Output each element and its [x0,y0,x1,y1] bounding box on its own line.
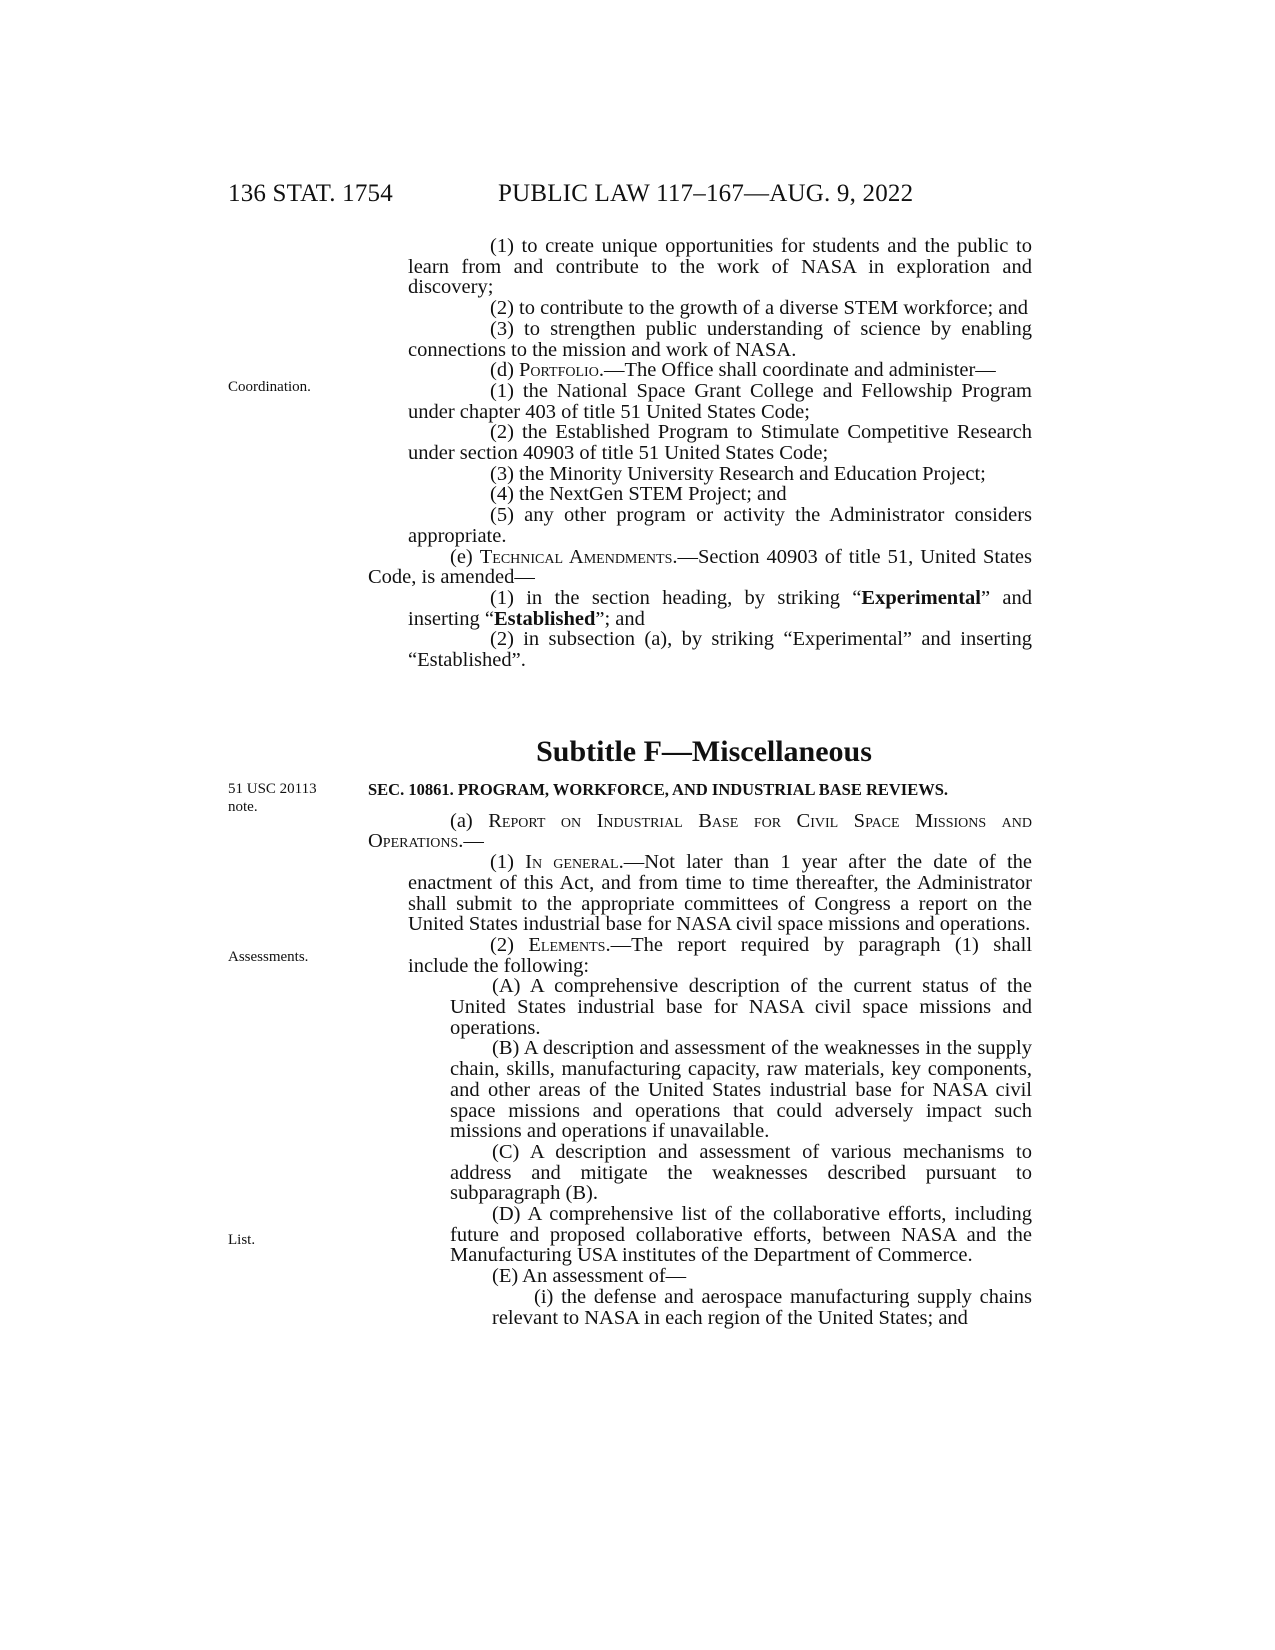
margin-note-usc [228,780,317,816]
clause-e1-part-c: ” and inserting “ [408,586,1032,630]
clause-e1 [408,588,1032,629]
subsection-a-tail: .— [458,830,484,853]
paragraph-a1-label: (1) [490,851,526,874]
clause-e1-bold-experimental: Experimental [861,586,981,609]
subsection-a-heading: Report on Industrial Base for Civil Space Missions and Operations [368,809,1032,853]
subparagraph-A: (A) A comprehensive description of the current status of the United States industrial base for NASA civil space missions and operations. [450,975,1032,1039]
subparagraph-C: (C) A description and assessment of various mechanisms to address and mitigate the weaknesses described pursuant to subparagraph (B). [450,1140,1032,1205]
subparagraph-E: (E) An assessment of— [492,1265,687,1288]
subsection-a [368,811,1032,852]
clause-d2: (2) the Established Program to Stimulate Competitive Research under section 40903 of title 51 United States Code; [408,421,1032,465]
margin-note-coordination: Coordination. [228,379,311,395]
margin-note-assessments: Assessments. [228,949,309,965]
clause-e1-bold-established: Established [493,607,596,630]
paragraph-a1 [408,852,1032,935]
clause-e1-part-e: ”; and [595,607,645,630]
margin-note-usc-line1: 51 USC 20113 [228,781,317,797]
subsection-d-heading: Portfolio [519,359,599,382]
clause-c1: (1) to create unique opportunities for students and the public to learn from and contribute to the work of NASA in exploration and discovery; [408,235,1032,299]
paragraph-a2-heading: Elements [528,933,606,956]
clause-d4: (4) the NextGen STEM Project; and [490,483,787,506]
body-upper [368,236,1032,671]
clause-d3: (3) the Minority University Research and Education Project; [490,462,986,485]
subtitle-heading: Subtitle F—Miscellaneous [536,735,872,768]
subsection-d-text: .—The Office shall coordinate and administer— [598,359,996,382]
clause-d5: (5) any other program or activity the Administrator considers appropriate. [408,504,1032,547]
paragraph-a2-label: (2) [490,933,529,956]
margin-note-usc-line2: note. [228,799,258,815]
page-header-law: PUBLIC LAW 117–167—AUG. 9, 2022 [498,180,914,207]
subsection-e [368,547,1032,588]
subparagraph-D: (D) A comprehensive list of the collaborative efforts, including future and proposed collaborative efforts, between NASA and the Manufacturing USA institutes of the Department of Commerce. [450,1203,1032,1267]
clause-c2: (2) to contribute to the growth of a diverse STEM workforce; and [490,297,1028,320]
clause-e1-part-a: (1) in the section heading, by striking “ [490,586,862,609]
section-heading: SEC. 10861. PROGRAM, WORKFORCE, AND INDUSTRIAL BASE REVIEWS. [368,780,949,799]
subsection-e-heading: Technical Amendments [479,545,673,568]
paragraph-a1-text: .—Not later than 1 year after the date of the enactment of this Act, and from time to time thereafter, the Administrator shall submit to the appropriate committees of Congress a report on the United States industrial base for NASA civil space missions and operations. [408,851,1033,936]
clause-d1: (1) the National Space Grant College and Fellowship Program under chapter 403 of title 51 United States Code; [408,379,1032,423]
subsection-e-label: (e) [450,545,480,568]
subsection-e-text: .—Section 40903 of title 51, United States Code, is amended— [368,545,1032,589]
paragraph-a2 [408,935,1032,976]
page-header-stat: 136 STAT. 1754 [228,180,393,207]
subsection-d [408,360,1032,381]
clause-c3: (3) to strengthen public understanding of science by enabling connections to the mission and work of NASA. [408,317,1032,361]
subsection-d-label: (d) [490,359,520,382]
body-section [368,780,1032,1328]
paragraph-a1-heading: In general [525,851,619,874]
subparagraph-B: (B) A description and assessment of the weaknesses in the supply chain, skills, manufacturing capacity, raw materials, key components, and other areas of the United States industrial base for NASA civil space missions and operations that could adversely impact such missions and operations if unavailable. [450,1037,1032,1143]
paragraph-a2-text: .—The report required by paragraph (1) shall include the following: [408,933,1033,977]
margin-note-list: List. [228,1232,256,1248]
clause-E-i: (i) the defense and aerospace manufacturing supply chains relevant to NASA in each region of the United States; and [492,1285,1032,1329]
clause-e2: (2) in subsection (a), by striking “Experimental” and inserting “Established”. [408,628,1032,672]
subsection-a-label: (a) [450,809,489,832]
